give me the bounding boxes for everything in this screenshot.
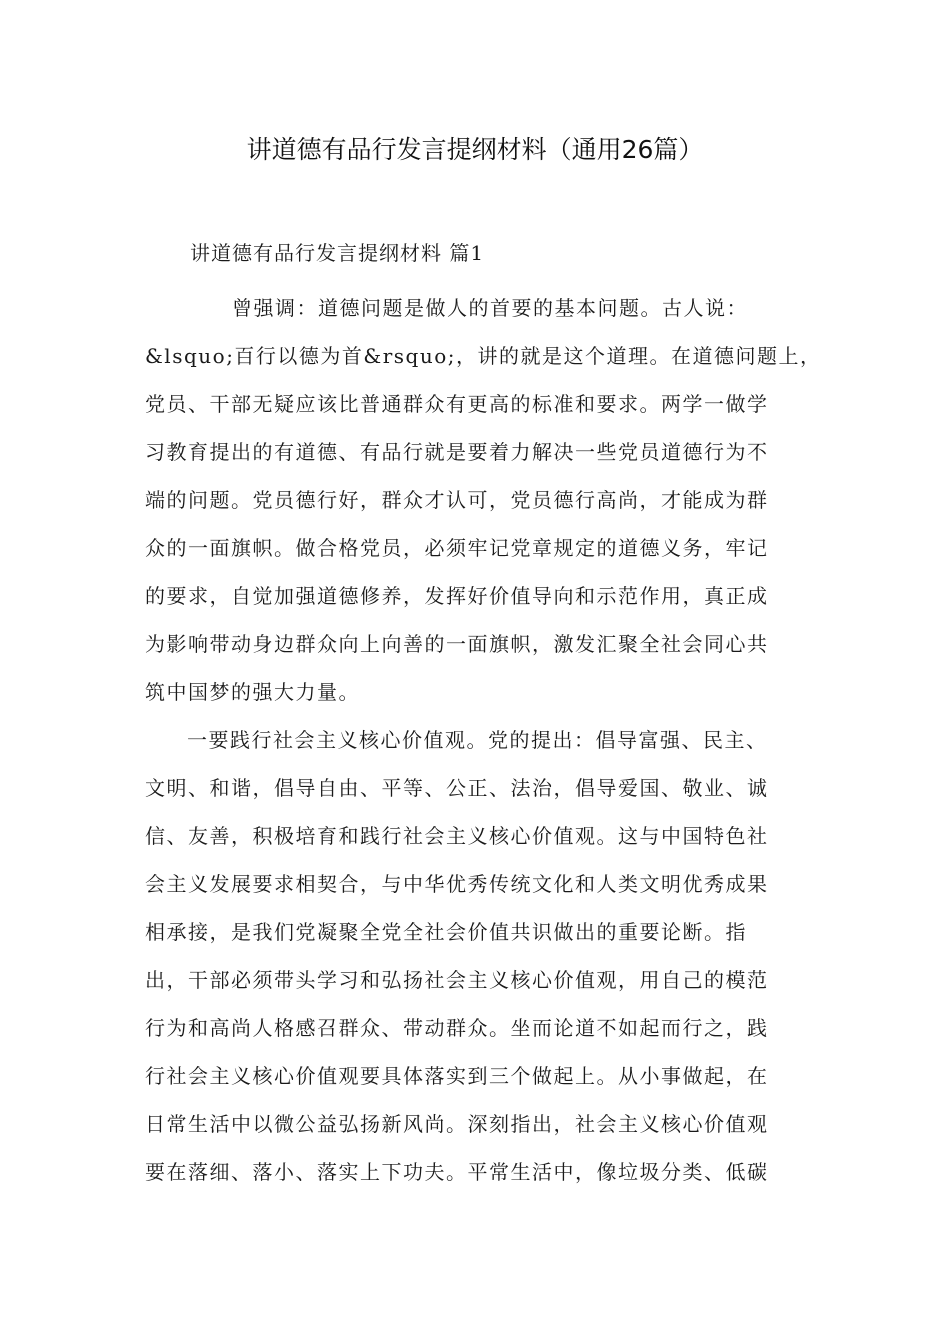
paragraph-line: 一要践行社会主义核心价值观。党的提出：倡导富强、民主、 [187, 728, 768, 752]
paragraph-line: 党员、干部无疑应该比普通群众有更高的标准和要求。两学一做学 [145, 392, 769, 416]
paragraph-line: 信、友善，积极培育和践行社会主义核心价值观。这与中国特色社 [145, 824, 769, 848]
paragraph-line: 筑中国梦的强大力量。 [145, 680, 360, 704]
paragraph-1 [145, 284, 822, 716]
paragraph-line: 文明、和谐，倡导自由、平等、公正、法治，倡导爱国、敬业、诚 [145, 776, 769, 800]
paragraph-line: 的要求，自觉加强道德修养，发挥好价值导向和示范作用，真正成 [145, 584, 769, 608]
paragraph-line: 出，干部必须带头学习和弘扬社会主义核心价值观，用自己的模范 [145, 968, 769, 992]
paragraph-line: 会主义发展要求相契合，与中华优秀传统文化和人类文明优秀成果 [145, 872, 769, 896]
paragraph-line: 众的一面旗帜。做合格党员，必须牢记党章规定的道德义务，牢记 [145, 536, 769, 560]
section-heading: 讲道德有品行发言提纲材料 篇1 [190, 241, 485, 265]
paragraph-line: 日常生活中以微公益弘扬新风尚。深刻指出，社会主义核心价值观 [145, 1112, 769, 1136]
paragraph-line: &lsquo;百行以德为首&rsquo;，讲的就是这个道理。在道德问题上， [145, 344, 822, 368]
paragraph-line: 相承接，是我们党凝聚全党全社会价值共识做出的重要论断。指 [145, 920, 747, 944]
paragraph-line: 行为和高尚人格感召群众、带动群众。坐而论道不如起而行之，践 [145, 1016, 769, 1040]
document-title: 讲道德有品行发言提纲材料（通用26篇） [246, 135, 704, 164]
paragraph-line: 行社会主义核心价值观要具体落实到三个做起上。从小事做起，在 [145, 1064, 769, 1088]
document-body [145, 284, 822, 1196]
paragraph-line: 要在落细、落小、落实上下功夫。平常生活中，像垃圾分类、低碳 [145, 1160, 769, 1184]
paragraph-line: 端的问题。党员德行好，群众才认可，党员德行高尚，才能成为群 [145, 488, 769, 512]
paragraph-line: 习教育提出的有道德、有品行就是要着力解决一些党员道德行为不 [145, 440, 769, 464]
paragraph-2 [145, 716, 810, 1196]
paragraph-line: 曾强调：道德问题是做人的首要的基本问题。古人说： [232, 296, 748, 320]
paragraph-line: 为影响带动身边群众向上向善的一面旗帜，激发汇聚全社会同心共 [145, 632, 769, 656]
